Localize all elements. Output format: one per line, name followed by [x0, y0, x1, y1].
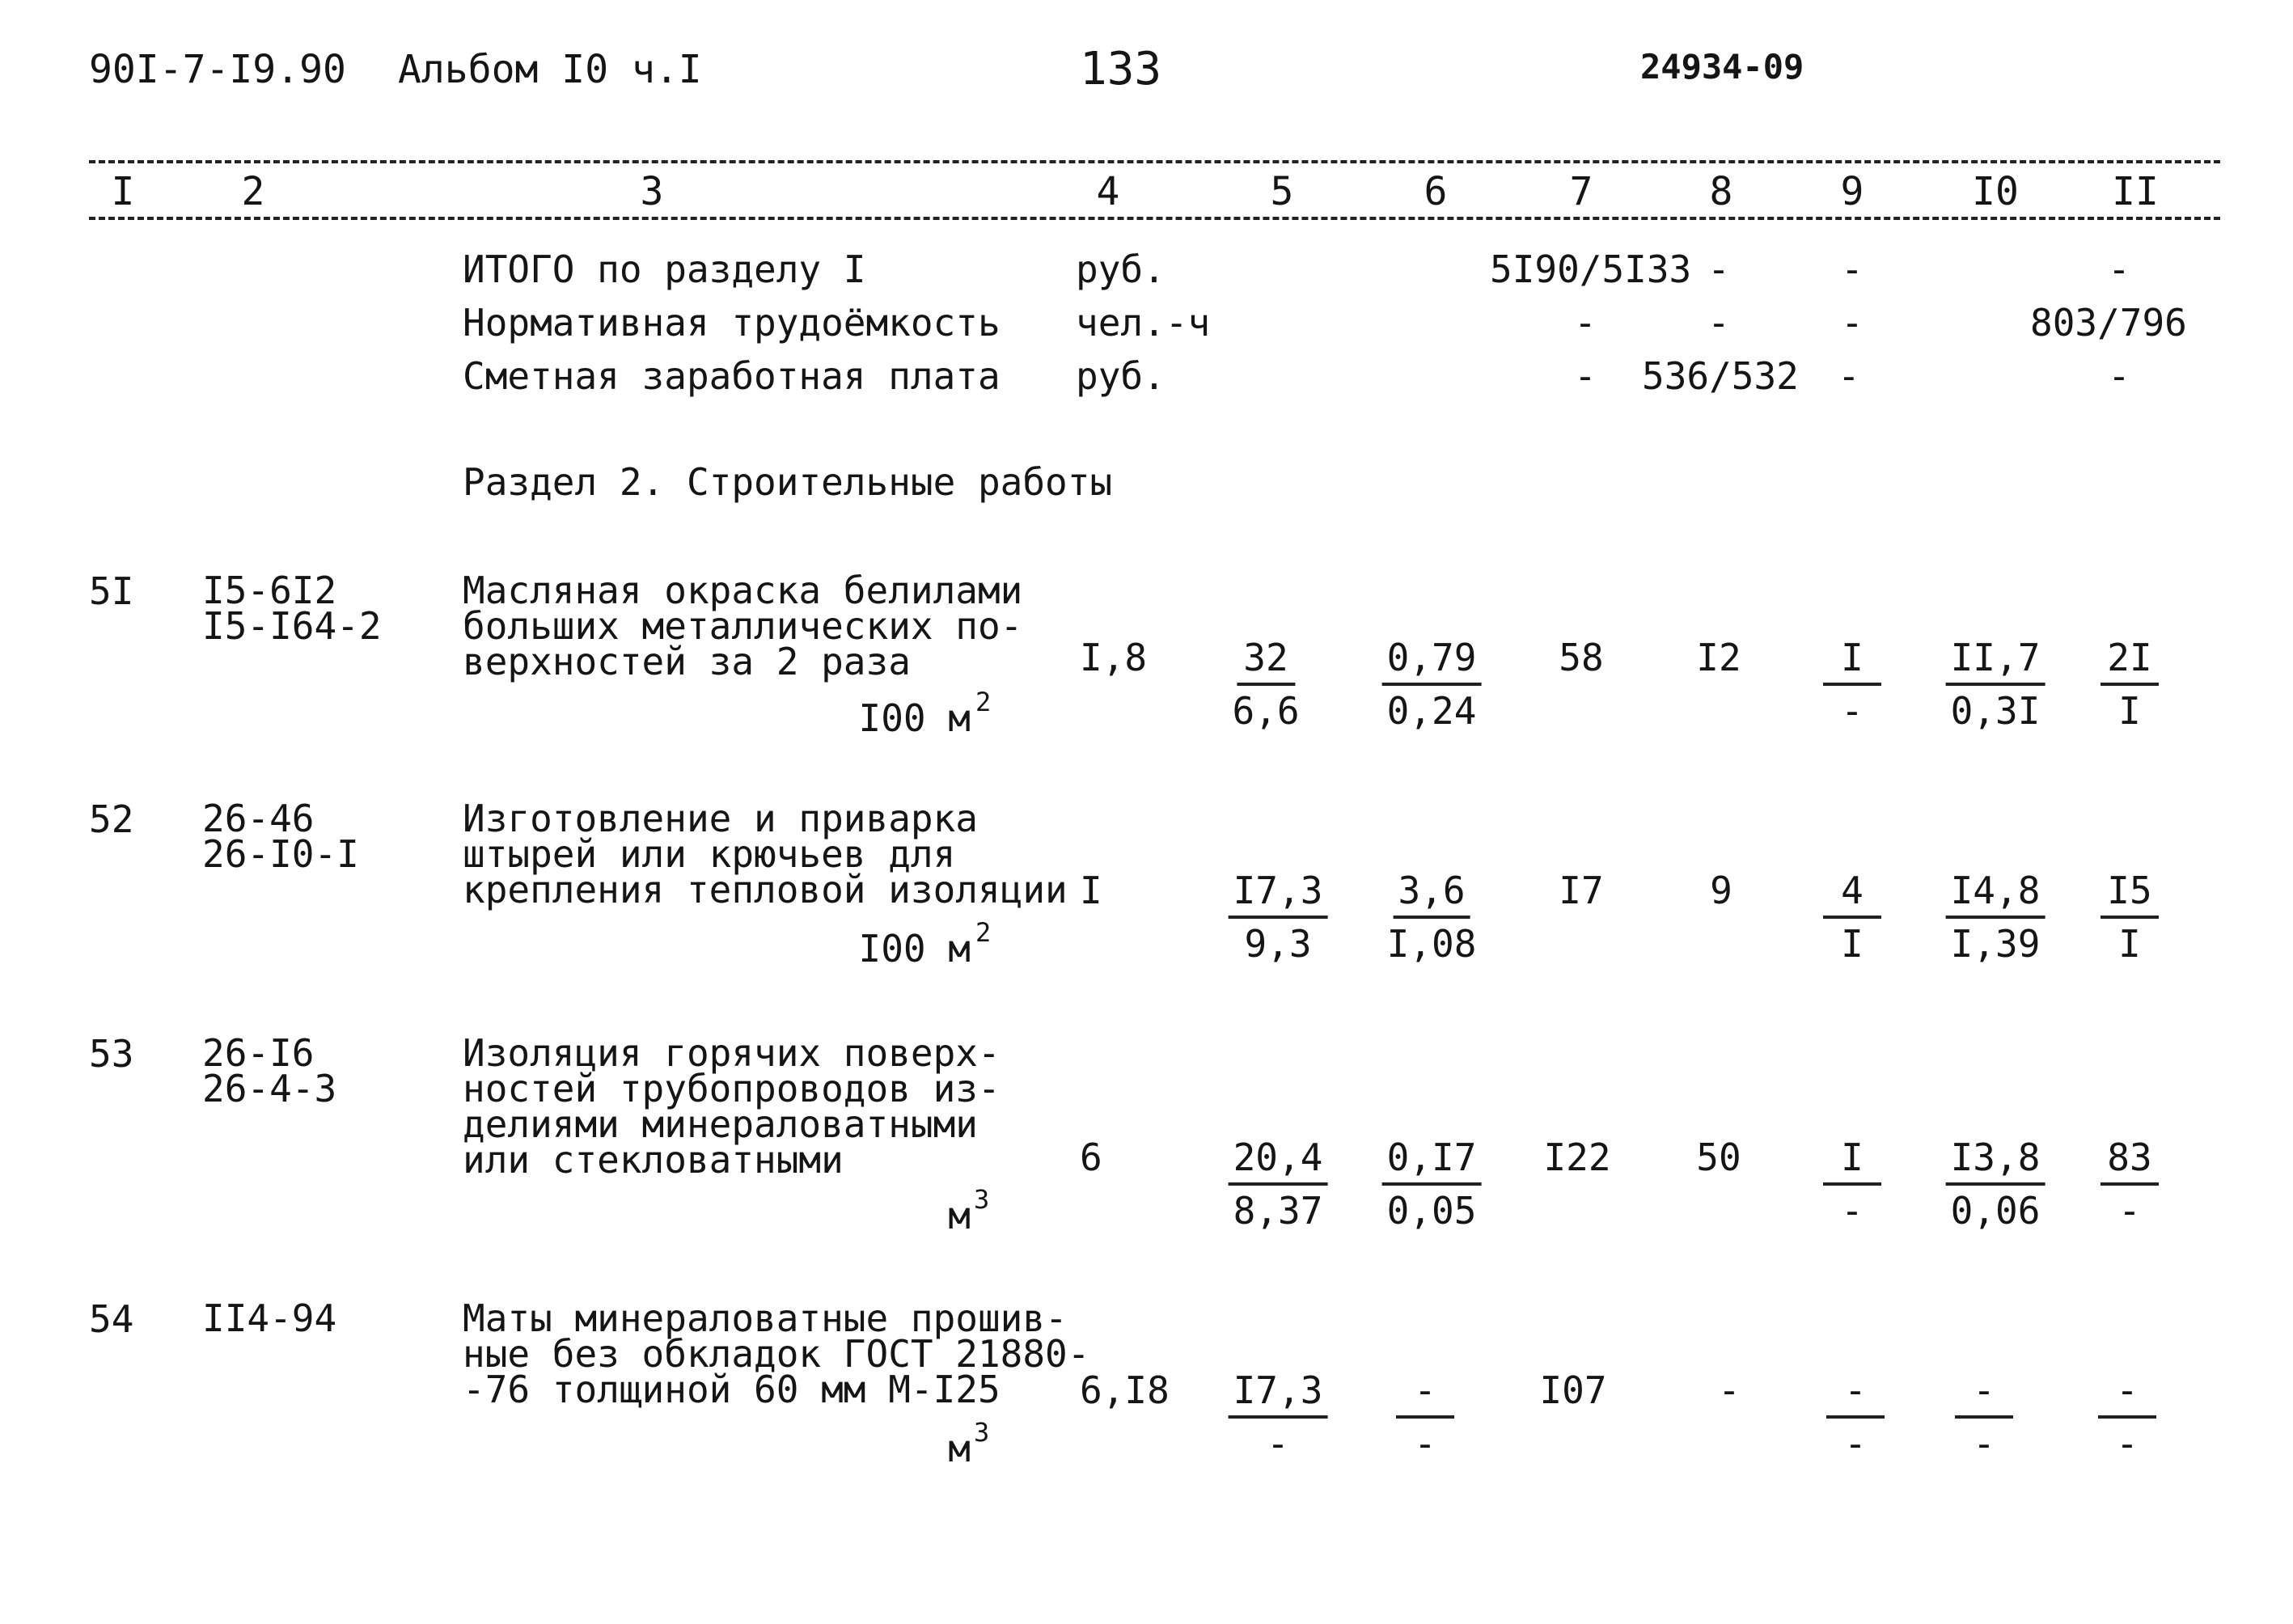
row-unit: м	[948, 1194, 971, 1237]
row-col6-fraction	[1382, 1136, 1482, 1233]
row-codes: II4-94	[202, 1296, 337, 1340]
row-col10-fraction	[1955, 1368, 2013, 1465]
numerator: I7,3	[1229, 1372, 1328, 1419]
row-col7: I7	[1559, 869, 1604, 912]
row-col8: 50	[1696, 1136, 1741, 1179]
row-col10-fraction	[1946, 1136, 2046, 1233]
numerator: I4,8	[1946, 872, 2046, 919]
denominator: -	[1267, 1422, 1289, 1465]
row-quantity: 6	[1080, 1136, 1102, 1179]
totals-col11: 803/796	[2030, 301, 2187, 345]
totals-col8: -	[1707, 301, 1730, 345]
numerator: 20,4	[1229, 1139, 1328, 1186]
row-col11-fraction	[2101, 869, 2159, 966]
row-unit: м	[948, 1427, 971, 1470]
section-title: Раздел 2. Строительные работы	[463, 460, 1113, 504]
column-header-9: 9	[1840, 169, 1864, 214]
numerator: I7,3	[1229, 872, 1328, 919]
denominator: I,39	[1950, 922, 2041, 966]
totals-col11: -	[2108, 247, 2130, 291]
numerator: 83	[2101, 1139, 2159, 1186]
totals-label: Сметная заработная плата	[463, 354, 1001, 398]
row-col5-fraction	[1229, 1368, 1328, 1465]
totals-col7: 5I90/5I33	[1490, 247, 1692, 291]
numerator: II,7	[1946, 639, 2046, 686]
row-unit: I00 м	[858, 696, 971, 740]
numerator: -	[1955, 1372, 2013, 1419]
totals-col9: -	[1838, 354, 1860, 398]
row-col10-fraction	[1946, 636, 2046, 733]
totals-col9: -	[1841, 247, 1864, 291]
denominator: -	[2118, 1189, 2141, 1233]
column-header-4: 4	[1096, 169, 1120, 214]
column-header-3: 3	[640, 169, 664, 214]
numerator: I3,8	[1946, 1139, 2046, 1186]
row-number: 54	[89, 1297, 134, 1341]
numerator: I	[1823, 639, 1881, 686]
numerator: I5	[2101, 872, 2159, 919]
totals-unit: чел.-ч	[1076, 301, 1211, 345]
numerator: 2I	[2101, 639, 2159, 686]
row-number: 5I	[89, 569, 134, 613]
totals-label: Нормативная трудоёмкость	[463, 301, 1001, 345]
column-header-1: I	[111, 169, 135, 214]
row-quantity: I	[1080, 869, 1102, 912]
row-col11-fraction	[2098, 1368, 2156, 1465]
denominator: -	[2116, 1422, 2139, 1465]
row-unit: I00 м	[858, 927, 971, 971]
row-col9-fraction	[1823, 869, 1881, 966]
denominator: I,08	[1386, 922, 1477, 966]
row-unit-exponent: 3	[974, 1184, 990, 1215]
totals-col9: -	[1841, 301, 1864, 345]
numerator: -	[1826, 1372, 1885, 1419]
column-header-7: 7	[1569, 169, 1593, 214]
row-codes: 26-46 26-I0-I	[202, 797, 359, 876]
row-number: 52	[89, 797, 134, 841]
row-quantity: I,8	[1080, 636, 1148, 679]
row-number: 53	[89, 1032, 134, 1076]
denominator: -	[1973, 1422, 1995, 1465]
row-col7: I07	[1539, 1368, 1607, 1412]
row-col6-fraction	[1386, 869, 1477, 966]
row-col11-fraction	[2101, 636, 2159, 733]
denominator: I	[2118, 689, 2141, 733]
row-col8: -	[1718, 1368, 1741, 1412]
row-col7: 58	[1559, 636, 1604, 679]
numerator: 32	[1237, 639, 1295, 686]
numerator: 0,I7	[1382, 1139, 1482, 1186]
totals-col11: -	[2108, 354, 2130, 398]
row-col11-fraction	[2101, 1136, 2159, 1233]
row-unit-exponent: 3	[974, 1417, 990, 1448]
column-header-10: I0	[1972, 169, 2019, 214]
totals-col8: 536/532	[1642, 354, 1799, 398]
numerator: -	[2098, 1372, 2156, 1419]
numerator: 0,79	[1382, 639, 1482, 686]
column-header-8: 8	[1709, 169, 1733, 214]
denominator: -	[1414, 1422, 1436, 1465]
row-col9-fraction	[1823, 636, 1881, 733]
row-col9-fraction	[1826, 1368, 1885, 1465]
totals-unit: руб.	[1076, 354, 1166, 398]
row-col5-fraction	[1229, 1136, 1328, 1233]
totals-col7: -	[1574, 354, 1597, 398]
denominator: 0,24	[1386, 689, 1477, 733]
row-col9-fraction	[1823, 1136, 1881, 1233]
header-rule-bottom	[89, 217, 2220, 220]
denominator: 6,6	[1232, 689, 1300, 733]
row-col8: I2	[1696, 636, 1741, 679]
row-description: Масляная окраска белилами больших металлических по- верхностей за 2 раза	[463, 569, 1023, 683]
column-header-5: 5	[1270, 169, 1294, 214]
denominator: 0,05	[1386, 1189, 1477, 1233]
totals-label: ИТОГО по разделу I	[463, 247, 866, 291]
denominator: I	[2118, 922, 2141, 966]
column-header-6: 6	[1424, 169, 1448, 214]
totals-unit: руб.	[1076, 247, 1166, 291]
header-rule-top	[89, 160, 2220, 163]
row-col10-fraction	[1946, 869, 2046, 966]
row-codes: 26-I6 26-4-3	[202, 1031, 337, 1110]
row-codes: I5-6I2 I5-I64-2	[202, 569, 382, 648]
row-description: Маты минераловатные прошив- ные без обкладок ГОСТ 21880- -76 толщиной 60 мм М-I25	[463, 1296, 1090, 1411]
denominator: 8,37	[1233, 1189, 1323, 1233]
row-col5-fraction	[1232, 636, 1300, 733]
denominator: 0,3I	[1950, 689, 2041, 733]
totals-col7: -	[1574, 301, 1597, 345]
denominator: -	[1841, 689, 1864, 733]
page-number: 133	[1080, 43, 1162, 95]
row-unit-exponent: 2	[975, 917, 992, 948]
row-description: Изоляция горячих поверх- ностей трубопроводов из- делиями минераловатными или стекловатными	[463, 1031, 1001, 1182]
document-code: 90I-7-I9.90	[89, 47, 346, 92]
row-col6-fraction	[1396, 1368, 1454, 1465]
column-header-2: 2	[241, 169, 265, 214]
album-label: Альбом I0 ч.I	[398, 47, 702, 92]
denominator: -	[1844, 1422, 1867, 1465]
row-col7: I22	[1543, 1136, 1611, 1179]
numerator: 3,6	[1393, 872, 1470, 919]
denominator: 9,3	[1244, 922, 1312, 966]
denominator: -	[1841, 1189, 1864, 1233]
denominator: I	[1841, 922, 1864, 966]
column-header-11: II	[2112, 169, 2159, 214]
row-unit-exponent: 2	[975, 687, 992, 717]
row-description: Изготовление и приварка штырей или крючьев для крепления тепловой изоляции	[463, 797, 1068, 911]
totals-col8: -	[1707, 247, 1730, 291]
numerator: -	[1396, 1372, 1454, 1419]
doc-number: 24934-09	[1640, 47, 1804, 87]
numerator: I	[1823, 1139, 1881, 1186]
row-col6-fraction	[1382, 636, 1482, 733]
row-col8: 9	[1710, 869, 1732, 912]
numerator: 4	[1823, 872, 1881, 919]
denominator: 0,06	[1950, 1189, 2041, 1233]
row-col5-fraction	[1229, 869, 1328, 966]
row-quantity: 6,I8	[1080, 1368, 1170, 1412]
